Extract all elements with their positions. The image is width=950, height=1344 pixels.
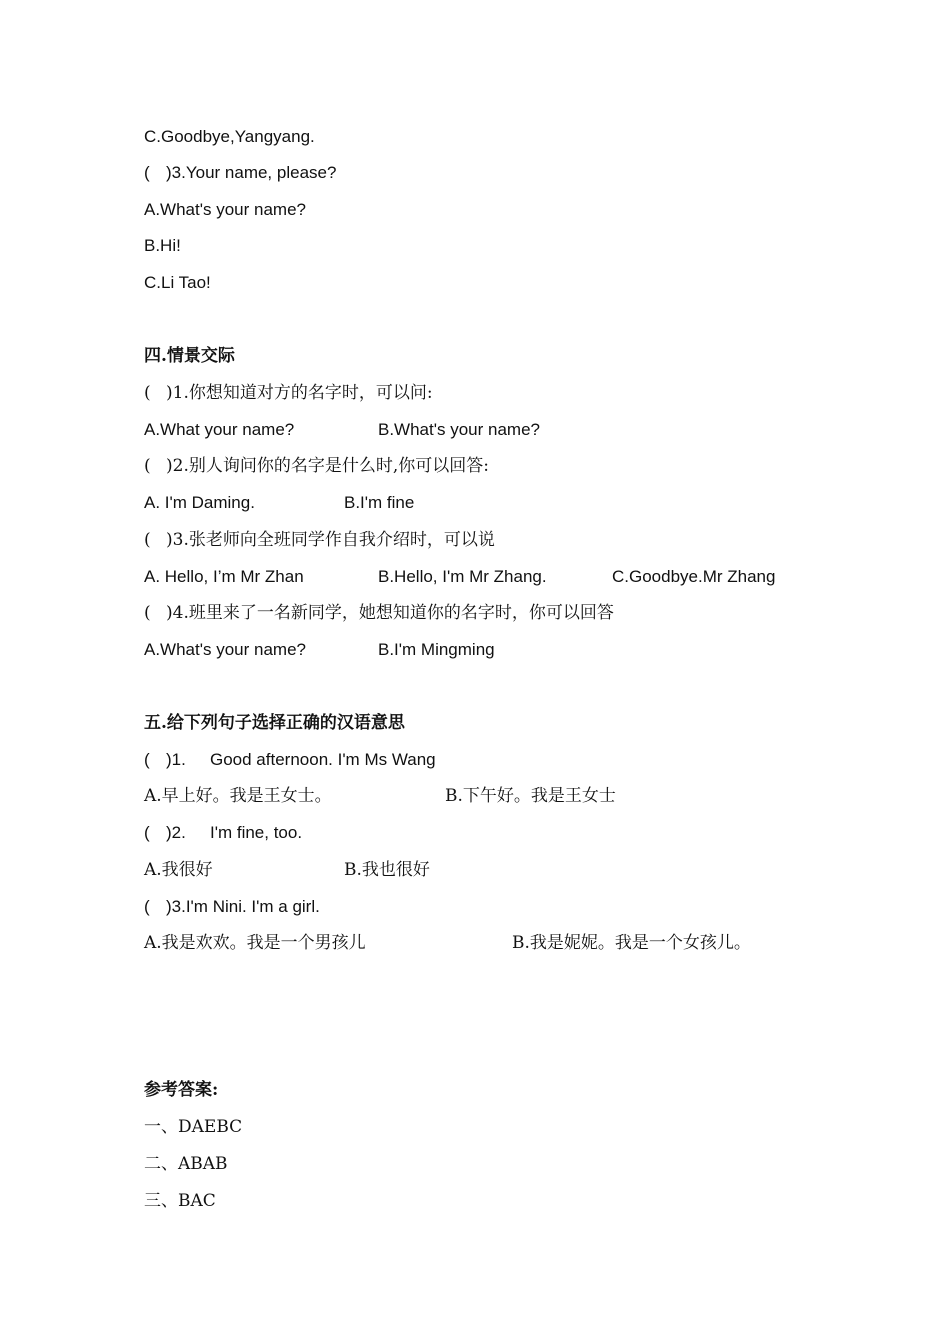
answer-paren: ( — [144, 163, 150, 182]
option-b: B.Hi! — [144, 236, 181, 255]
answer-paren: ( — [144, 897, 150, 916]
question-text: )2.别人询问你的名字是什么时,你可以回答: — [166, 456, 489, 476]
answers-heading: 参考答案: — [144, 1080, 219, 1100]
option-a: A.What's your name? — [144, 200, 306, 219]
option-c: C.Goodbye.Mr Zhang — [612, 567, 776, 586]
option-b: B.Hello, I'm Mr Zhang. — [378, 567, 547, 586]
option-b: B.I'm Mingming — [378, 640, 495, 659]
question-text: )3.张老师向全班同学作自我介绍时，可以说 — [166, 530, 495, 550]
question-text: )4.班里来了一名新同学，她想知道你的名字时，你可以回答 — [166, 603, 614, 623]
question-text: I'm fine, too. — [210, 823, 303, 842]
option-a: A. Hello, I’m Mr Zhan — [144, 567, 304, 586]
section5-question-3 — [144, 897, 320, 917]
answer-paren: ( — [144, 750, 150, 769]
option-b: B.I'm fine — [344, 493, 415, 512]
option-c-goodbye: C.Goodbye,Yangyang. — [144, 127, 315, 146]
option-a: A.我是欢欢。我是一个男孩儿 — [144, 933, 366, 953]
option-a: A.早上好。我是王女士。 — [144, 786, 332, 806]
question-text: )3.I'm Nini. I'm a girl. — [166, 897, 320, 916]
section4-heading: 四.情景交际 — [144, 346, 235, 366]
question-number: )2. — [166, 823, 186, 842]
section4-question-1 — [144, 383, 433, 403]
answer-paren: ( — [144, 456, 151, 476]
section5-question-1 — [144, 750, 186, 770]
question-text: )1.你想知道对方的名字时，可以问: — [166, 383, 433, 403]
section3-question-3 — [144, 163, 336, 183]
section5-question-2 — [144, 823, 186, 843]
section4-question-4 — [144, 603, 614, 623]
section4-question-2 — [144, 456, 489, 476]
option-a: A.What's your name? — [144, 640, 306, 659]
option-a: A.What your name? — [144, 420, 295, 439]
question-text: Good afternoon. I'm Ms Wang — [210, 750, 436, 769]
answer-line-3: 三、BAC — [144, 1191, 216, 1211]
answer-paren: ( — [144, 383, 151, 403]
section5-heading: 五.给下列句子选择正确的汉语意思 — [144, 713, 405, 733]
answer-line-2: 二、ABAB — [144, 1154, 228, 1174]
option-b: B.下午好。我是王女士 — [445, 786, 616, 806]
option-b: B.我是妮妮。我是一个女孩儿。 — [512, 933, 751, 953]
question-text: )3.Your name, please? — [166, 163, 337, 182]
answer-paren: ( — [144, 603, 151, 623]
option-b: B.What's your name? — [378, 420, 540, 439]
answer-paren: ( — [144, 823, 150, 842]
option-c: C.Li Tao! — [144, 273, 211, 292]
question-number: )1. — [166, 750, 186, 769]
answer-line-1: 一、DAEBC — [144, 1117, 243, 1137]
option-a: A.我很好 — [144, 860, 213, 880]
section4-question-3 — [144, 530, 495, 550]
answer-paren: ( — [144, 530, 151, 550]
option-a: A. I'm Daming. — [144, 493, 255, 512]
option-b: B.我也很好 — [344, 860, 430, 880]
